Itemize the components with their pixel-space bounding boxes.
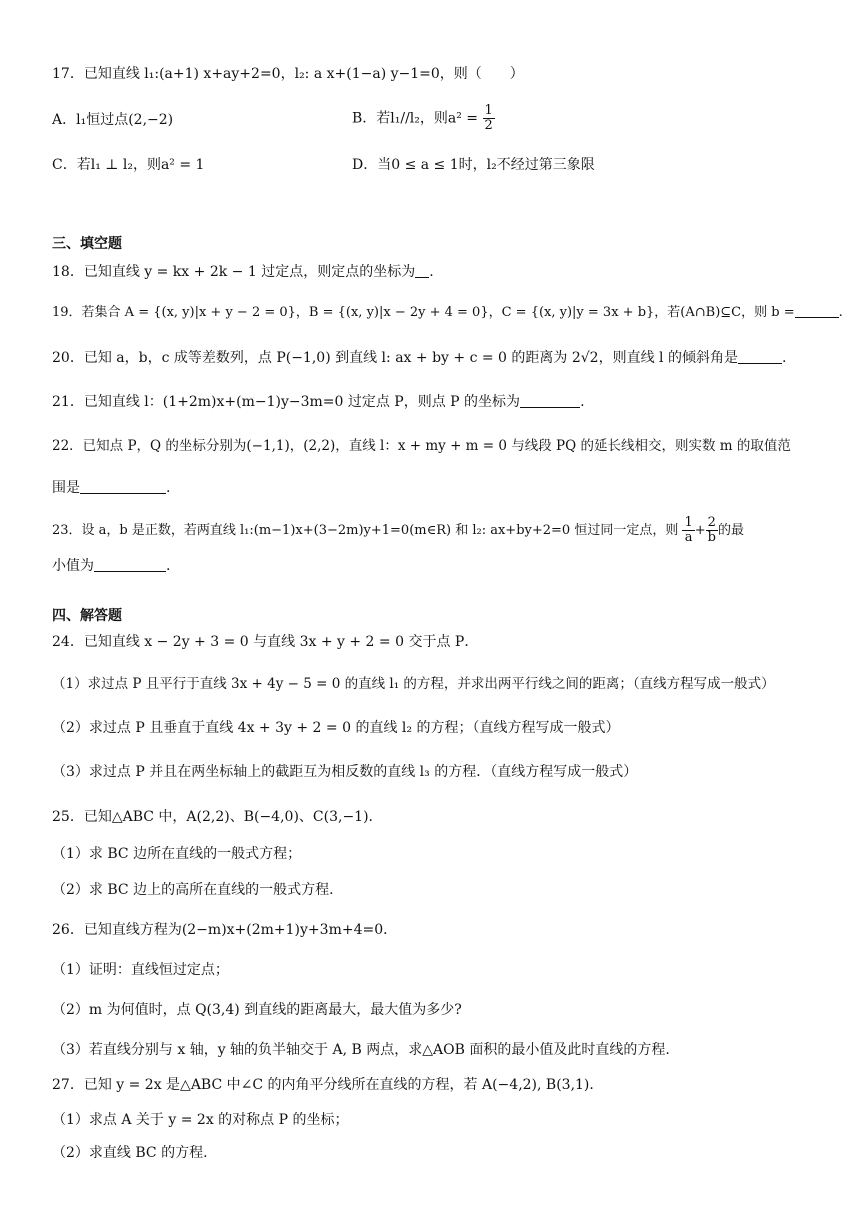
q24-part2: （2）求过点 P 且垂直于直线 4x + 3y + 2 = 0 的直线 l₂ 的方程；（直线方程写成一般式） [52,720,620,736]
q20-answer-blank [738,349,782,364]
q17-option-b [352,104,495,133]
q17-option-d: D．当0 ≤ a ≤ 1时，l₂不经过第三象限 [352,157,595,173]
q21-answer-blank [520,393,580,408]
q17-option-b-text: B．若l₁//l₂，则a² = [352,110,479,127]
q23-answer-blank [94,557,166,572]
q27-part1: （1）求点 A 关于 y = 2x 的对称点 P 的坐标； [52,1112,349,1128]
q19-answer-blank [795,303,839,318]
section-fill-in-title: 三、填空题 [52,236,122,252]
q20-stem: 20．已知 a，b，c 成等差数列，点 P(−1,0) 到直线 l: ax + by + c = 0 的距离为 2√2，则直线 l 的倾斜角是 [52,350,738,366]
q24-part1: （1）求过点 P 且平行于直线 3x + 4y − 5 = 0 的直线 l₁ 的方程，并求出两平行线之间的距离；（直线方程写成一般式） [52,676,775,692]
q24-stem: 24．已知直线 x − 2y + 3 = 0 与直线 3x + y + 2 = 0 交于点 P． [52,634,479,650]
fraction-numerator: 2 [706,516,718,531]
q19-stem: 19．若集合 A = {(x, y)|x + y − 2 = 0}，B = {(x, y)|x − 2y + 4 = 0}，C = {(x, y)|y = 3x + b}，若(A∩B)⊆C，则 b = [52,305,795,320]
q17-option-a: A．l₁恒过点(2,−2) [52,112,174,128]
fraction-denominator: b [707,530,716,545]
q21-text [52,392,820,412]
q23-plus: + [694,523,706,538]
q22-line1: 22．已知点 P，Q 的坐标分别为(−1,1)，(2,2)，直线 l：x + my + m = 0 与线段 PQ 的延长线相交，则实数 m 的取值范 [52,438,791,454]
q21-stem: 21．已知直线 l：(1+2m)x+(m−1)y−3m=0 过定点 P，则点 P 的坐标为 [52,394,521,410]
q27-stem: 27．已知 y = 2x 是△ABC 中∠C 的内角平分线所在直线的方程，若 A(−4,2), B(3,1)． [52,1077,604,1093]
q23-fraction-1 [682,516,694,545]
q23-fraction-2 [706,516,718,545]
q23-line2-text: 小值为 [52,558,94,574]
q26-part2: （2）m 为何值时，点 Q(3,4) 到直线的距离最大，最大值为多少? [52,1002,462,1018]
q18-end: . [429,264,434,280]
q18-stem: 18．已知直线 y = kx + 2k − 1 过定点，则定点的坐标为 [52,264,416,280]
q20-text [52,348,820,368]
fraction-denominator: 2 [484,118,493,133]
q22-answer-blank [80,479,166,494]
q23-stem-end: 的最 [717,523,744,538]
q19-text [52,303,843,323]
q21-end: . [580,394,585,410]
q17-option-b-fraction [483,104,495,133]
q22-line2-text: 围是 [52,480,80,496]
q26-part3: （3）若直线分别与 x 轴，y 轴的负半轴交于 A, B 两点，求△AOB 面积的最小值及此时直线的方程. [52,1042,670,1058]
q19-end: . [838,305,843,320]
q20-end: . [781,350,787,366]
q26-stem: 26．已知直线方程为(2−m)x+(2m+1)y+3m+4=0． [52,922,398,938]
q23-end: . [166,558,171,574]
q22-line2 [52,478,820,498]
q25-part1: （1）求 BC 边所在直线的一般式方程； [52,846,302,862]
q25-stem: 25．已知△ABC 中，A(2,2)、B(−4,0)、C(3,−1)． [52,809,383,825]
q17-option-c: C．若l₁ ⊥ l₂，则a² = 1 [52,157,205,173]
q23-line1 [52,516,820,545]
q17-stem: 17．已知直线 l₁:(a+1) x+ay+2=0，l₂: a x+(1−a) y−1=0，则（ ） [52,66,524,82]
q26-part1: （1）证明：直线恒过定点； [52,962,229,978]
q24-part3: （3）求过点 P 并且在两坐标轴上的截距互为相反数的直线 l₃ 的方程．（直线方程写成一般式） [52,764,638,780]
q22-end: . [166,480,171,496]
q23-stem: 23．设 a，b 是正数，若两直线 l₁:(m−1)x+(3−2m)y+1=0(m∈R) 和 l₂: ax+by+2=0 恒过同一定点，则 [52,523,679,538]
q18-text [52,262,820,282]
q25-part2: （2）求 BC 边上的高所在直线的一般式方程. [52,882,334,898]
fraction-denominator: a [684,530,693,545]
q18-answer-blank [415,263,429,278]
fraction-numerator: 1 [484,103,493,118]
fraction-numerator: 1 [684,515,693,530]
section-solutions-title: 四、解答题 [52,608,122,624]
q23-line2 [52,556,820,576]
q27-part2: （2）求直线 BC 的方程. [52,1145,208,1161]
